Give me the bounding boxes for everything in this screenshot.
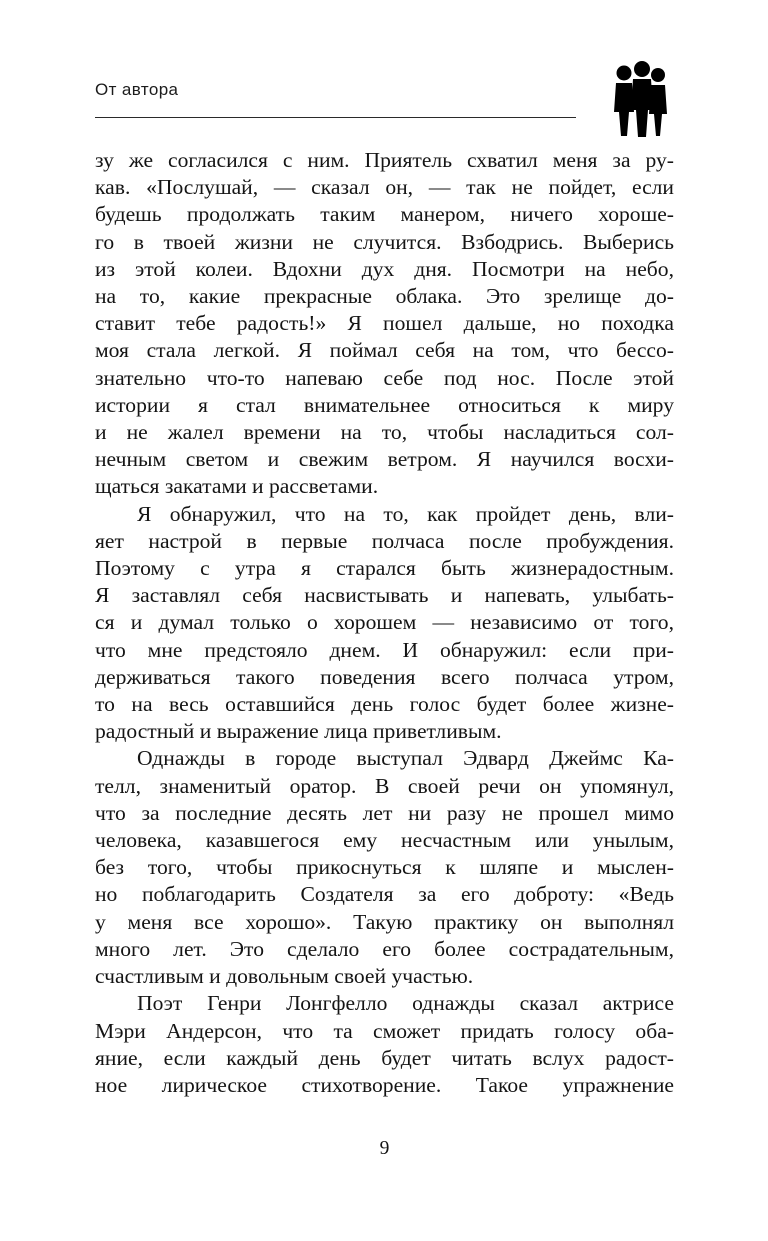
header-divider: [95, 117, 576, 118]
text-line: моя стала легкой. Я поймал себя на том, что бессо-: [95, 338, 674, 363]
text-line: что за последние десять лет ни разу не прошел мимо: [95, 800, 674, 825]
text-line: у меня все хорошо». Такую практику он выполнял: [95, 909, 674, 934]
paragraph: [95, 745, 674, 990]
people-silhouettes-icon: [611, 60, 669, 138]
text-line: из этой колеи. Вдохни дух дня. Посмотри на небо,: [95, 256, 674, 281]
page-number: 9: [379, 1138, 390, 1159]
text-line: щаться закатами и рассветами.: [95, 474, 379, 499]
text-line: Я заставлял себя насвистывать и напевать, улыбать-: [95, 583, 674, 608]
text-line: Мэри Андерсон, что та сможет придать голосу оба-: [95, 1018, 674, 1043]
text-line: счастливым и довольным своей участью.: [95, 964, 474, 989]
text-line: кав. «Послушай, — сказал он, — так не пойдет, если: [95, 175, 674, 200]
text-line: Однажды в городе выступал Эдвард Джеймс Ка-: [137, 746, 674, 771]
running-header-title: От автора: [95, 80, 179, 99]
text-line: то на весь оставшийся день голос будет более жизне-: [95, 692, 674, 717]
text-line: ся и думал только о хорошем — независимо от того,: [95, 610, 674, 635]
text-line: что мне предстояло днем. И обнаружил: если при-: [95, 637, 674, 662]
text-line: го в твоей жизни не случится. Взбодрись. Выберись: [95, 229, 674, 254]
paragraph: [95, 147, 674, 501]
text-line: яет настрой в первые полчаса после пробуждения.: [95, 528, 674, 553]
text-line: телл, знаменитый оратор. В своей речи он упомянул,: [95, 773, 674, 798]
text-line: без того, чтобы прикоснуться к шляпе и мыслен-: [95, 855, 674, 880]
paragraph: [95, 501, 674, 746]
text-line: зу же согласился с ним. Приятель схватил меня за ру-: [95, 148, 674, 172]
text-line: Я обнаружил, что на то, как пройдет день, вли-: [137, 501, 674, 526]
text-line: нечным светом и свежим ветром. Я научился восхи-: [95, 447, 674, 472]
text-line: но поблагодарить Создателя за его доброту: «Ведь: [95, 882, 674, 907]
text-line: знательно что-то напеваю себе под нос. После этой: [95, 365, 674, 390]
text-line: ставит тебе радость!» Я пошел дальше, но походка: [95, 311, 674, 336]
text-line: человека, казавшегося ему несчастным или унылым,: [95, 828, 674, 853]
text-line: на то, какие прекрасные облака. Это зрелище до-: [95, 284, 674, 309]
body-text: [95, 147, 674, 1099]
text-line: много лет. Это сделало его более сострадательным,: [95, 936, 674, 961]
text-line: будешь продолжать таким манером, ничего хороше-: [95, 202, 674, 227]
paragraph: [95, 990, 674, 1099]
text-line: держиваться такого поведения всего полчаса утром,: [95, 664, 674, 689]
text-line: яние, если каждый день будет читать вслух радост-: [95, 1045, 674, 1070]
text-line: истории я стал внимательнее относиться к миру: [95, 392, 674, 417]
text-line: ное лирическое стихотворение. Такое упражнение: [95, 1072, 674, 1097]
text-line: Поэтому с утра я старался быть жизнерадостным.: [95, 556, 674, 581]
text-line: Поэт Генри Лонгфелло однажды сказал актрисе: [137, 991, 674, 1016]
text-line: радостный и выражение лица приветливым.: [95, 719, 502, 744]
text-line: и не жалел времени на то, чтобы насладиться сол-: [95, 420, 674, 445]
